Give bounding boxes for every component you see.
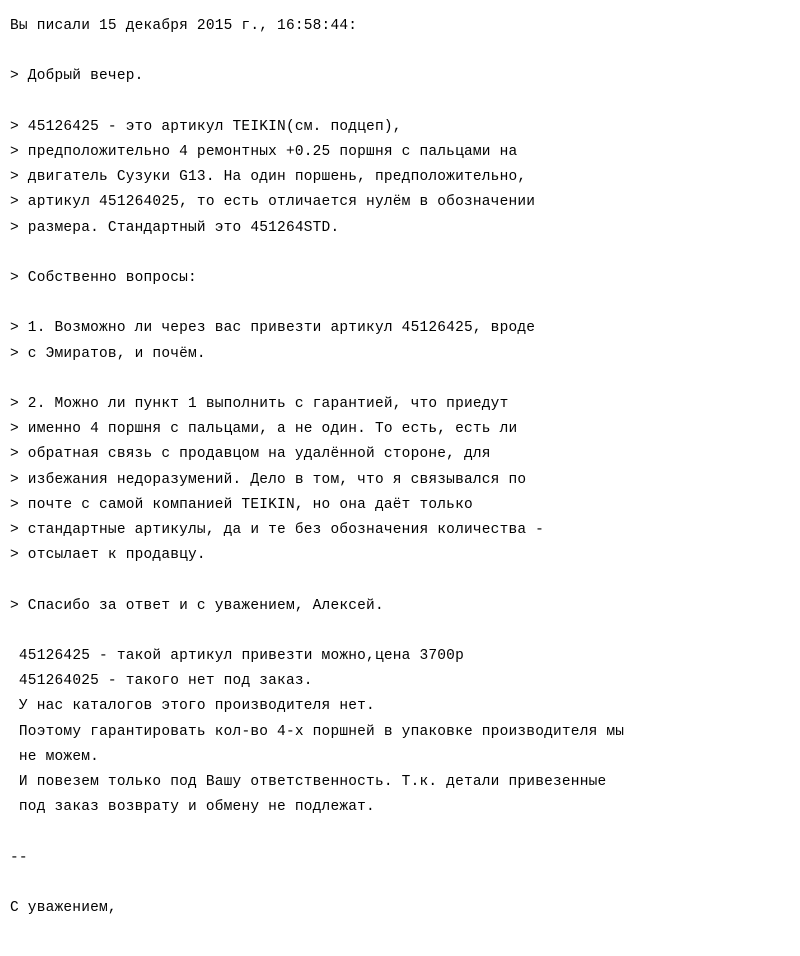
text-line: У нас каталогов этого производителя нет. — [10, 698, 375, 715]
text-line: не можем. — [10, 748, 100, 765]
signature-separator: -- — [10, 849, 28, 866]
text-line: > двигатель Сузуки G13. На один поршень, предположительно, — [10, 169, 527, 186]
text-line — [10, 90, 790, 115]
text-line — [10, 871, 790, 896]
text-line — [10, 568, 790, 593]
text-line — [10, 39, 790, 64]
text-line: > избежания недоразумений. Дело в том, что я связывался по — [10, 471, 527, 488]
text-line: > Собственно вопросы: — [10, 269, 197, 286]
text-line: 45126425 - такой артикул привезти можно,цена 3700р — [10, 647, 464, 664]
text-line: > 45126425 - это артикул TEIKIN(см. подцеп), — [10, 118, 402, 135]
text-line: > стандартные артикулы, да и те без обозначения количества - — [10, 521, 545, 538]
text-line: Вы писали 15 декабря 2015 г., 16:58:44: — [10, 18, 358, 34]
signature-line: С уважением, — [10, 899, 117, 916]
text-line — [10, 367, 790, 392]
text-line: > 2. Можно ли пункт 1 выполнить с гарантией, что приедут — [10, 395, 509, 412]
text-line: > 1. Возможно ли через вас привезти артикул 45126425, вроде — [10, 320, 536, 337]
text-line: И повезем только под Вашу ответственность. Т.к. детали привезенные — [10, 773, 607, 790]
text-line: > отсылает к продавцу. — [10, 547, 206, 564]
text-line — [10, 820, 790, 845]
text-line: Поэтому гарантировать кол-во 4-х поршней в упаковке производителя мы — [10, 723, 625, 740]
text-line — [10, 291, 790, 316]
text-line: > артикул 451264025, то есть отличается нулём в обозначении — [10, 194, 536, 211]
text-line — [10, 241, 790, 266]
text-line: > Спасибо за ответ и с уважением, Алексей. — [10, 597, 384, 614]
text-line: под заказ возврату и обмену не подлежат. — [10, 799, 375, 816]
text-line: > именно 4 поршня с пальцами, а не один. То есть, есть ли — [10, 421, 518, 438]
text-line: > с Эмиратов, и почём. — [10, 345, 206, 362]
text-line: > почте с самой компанией TEIKIN, но она даёт только — [10, 496, 473, 513]
text-line: > размера. Стандартный это 451264STD. — [10, 219, 340, 236]
text-line: > предположительно 4 ремонтных +0.25 поршня с пальцами на — [10, 143, 518, 160]
text-line: 451264025 - такого нет под заказ. — [10, 673, 313, 690]
text-line: > обратная связь с продавцом на удалённой стороне, для — [10, 446, 491, 463]
text-line — [10, 619, 790, 644]
text-line: > Добрый вечер. — [10, 68, 144, 85]
